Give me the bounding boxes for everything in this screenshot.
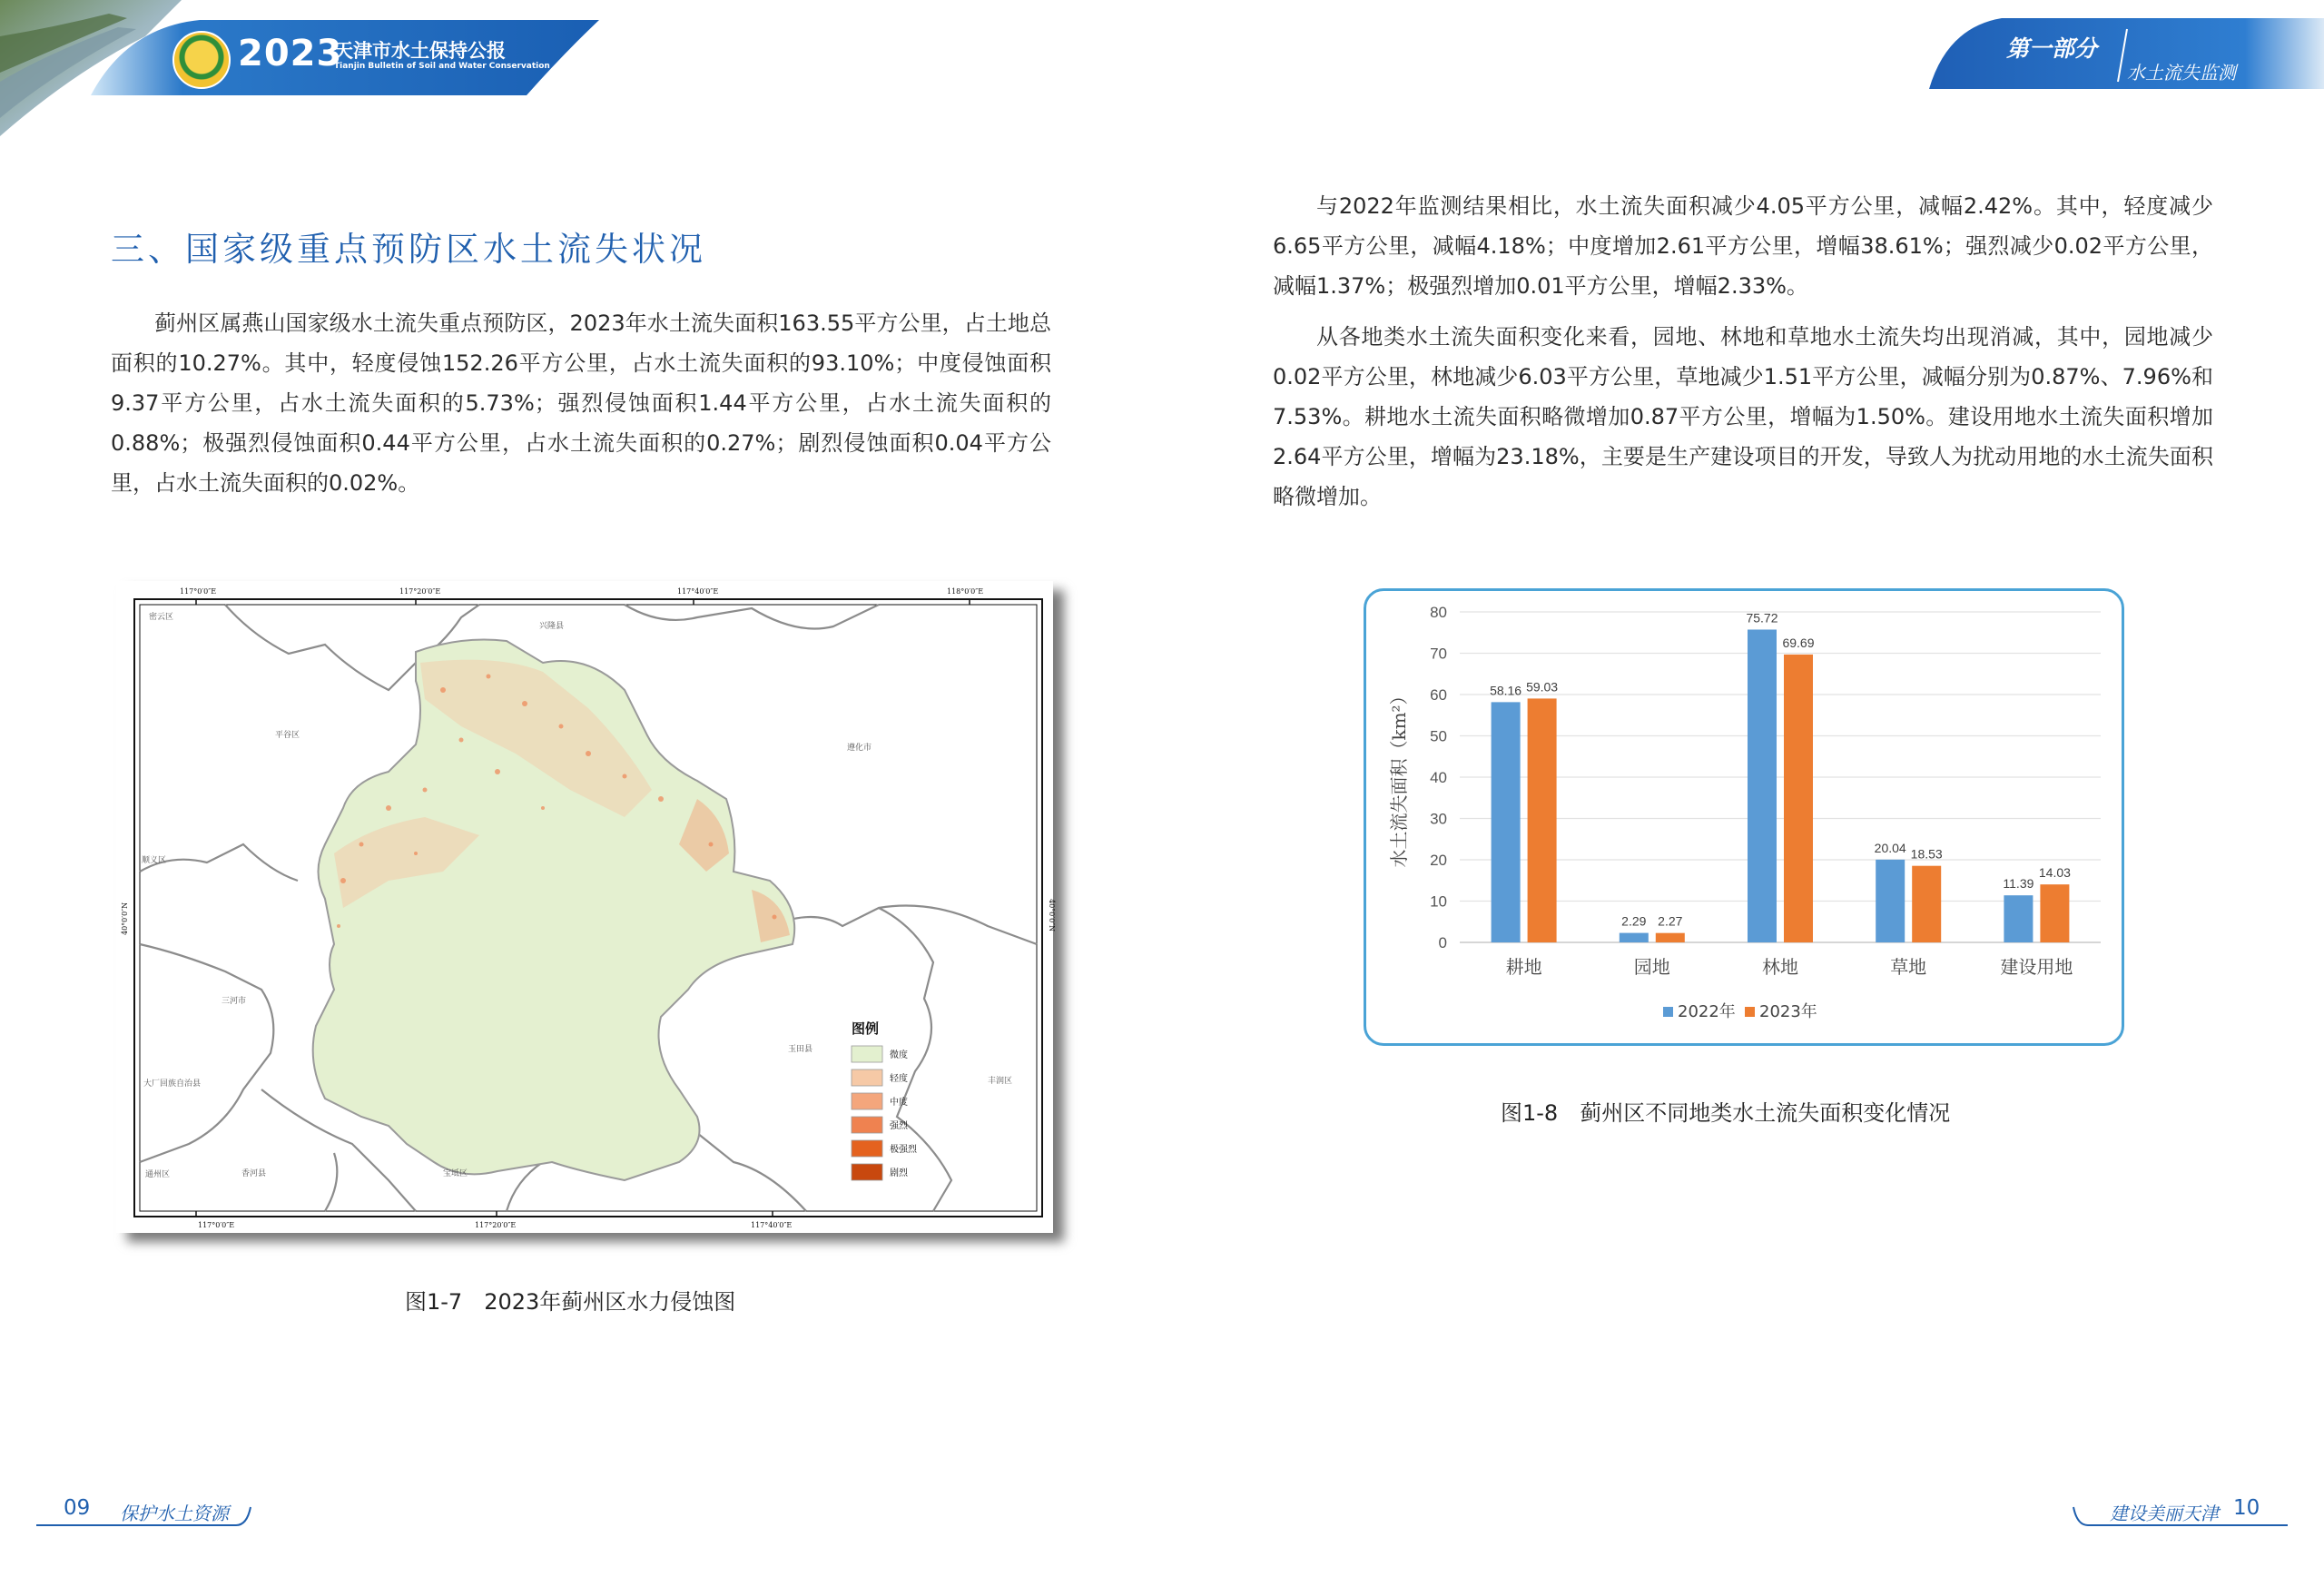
- bar-2023年-林地: [1784, 655, 1813, 942]
- y-tick-label: 10: [1430, 892, 1447, 911]
- legend-label: 2022年: [1678, 1002, 1736, 1021]
- y-tick-label: 30: [1430, 810, 1447, 828]
- bar-value-label: 20.04: [1874, 840, 1906, 855]
- place-label: 玉田县: [788, 1045, 813, 1054]
- place-label: 遵化市: [847, 744, 872, 753]
- bar-2023年-草地: [1912, 866, 1941, 942]
- bar-value-label: 59.03: [1526, 679, 1559, 695]
- place-label: 通州区: [145, 1170, 171, 1179]
- bar-2022年-草地: [1876, 860, 1905, 942]
- legend-swatch: [1745, 1007, 1755, 1017]
- map-tick-label: 117°0′0″E: [198, 1221, 235, 1229]
- legend-swatch: [852, 1069, 882, 1086]
- legend-label: 极强烈: [890, 1145, 917, 1155]
- map-tick-label: 117°40′0″E: [751, 1221, 793, 1229]
- legend-label: 剧烈: [890, 1168, 908, 1178]
- y-tick-label: 60: [1430, 686, 1447, 704]
- bar-value-label: 14.03: [2038, 865, 2071, 881]
- place-label: 顺义区: [142, 856, 167, 865]
- figure-caption: 图1-7 2023年蓟州区水力侵蚀图: [405, 1289, 736, 1315]
- category-label: 建设用地: [2000, 956, 2073, 978]
- map-lat-label: 40°0′0″N: [1048, 899, 1056, 932]
- header-title-en: Tianjin Bulletin of Soil and Water Conservation: [334, 62, 550, 71]
- part-title: 第一部分: [2006, 35, 2098, 62]
- place-label: 三河市: [222, 997, 247, 1006]
- legend-label: 2023年: [1759, 1002, 1817, 1021]
- map-tick-label: 118°0′0″E: [947, 587, 984, 596]
- place-label: 宝坻区: [443, 1169, 468, 1178]
- bar-2022年-建设用地: [2004, 895, 2033, 942]
- bar-2022年-耕地: [1492, 702, 1521, 942]
- bar-value-label: 18.53: [1910, 846, 1943, 862]
- footer-slogan-right: 建设美丽天津: [2110, 1503, 2219, 1524]
- body-paragraph: 与2022年监测结果相比，水土流失面积减少4.05平方公里，减幅2.42%。其中，轻度减少6.65平方公里，减幅4.18%；中度增加2.61平方公里，增幅38.61%；强烈减少0.02平方公里，减幅1.37%；极强烈增加0.01平方公里，增幅2.33%。: [1273, 193, 2213, 299]
- bar-value-label: 2.27: [1658, 913, 1683, 929]
- legend-swatch: [852, 1140, 882, 1157]
- legend-swatch: [852, 1117, 882, 1133]
- place-label: 香河县: [241, 1169, 267, 1178]
- legend-swatch: [852, 1093, 882, 1109]
- bar-value-label: 11.39: [2003, 876, 2034, 892]
- category-label: 林地: [1762, 956, 1798, 978]
- legend-label: 强烈: [890, 1121, 908, 1131]
- page-number-right: 10: [2233, 1496, 2260, 1520]
- erosion-bar-chart: [1364, 588, 2119, 1040]
- bar-2023年-耕地: [1528, 698, 1557, 942]
- legend-label: 轻度: [890, 1074, 908, 1084]
- map-tick-label: 117°20′0″E: [475, 1221, 517, 1229]
- bar-value-label: 2.29: [1621, 913, 1647, 929]
- map-tick-label: 117°40′0″E: [677, 587, 719, 596]
- bar-2023年-建设用地: [2040, 884, 2069, 942]
- figure-caption: 图1-8 蓟州区不同地类水土流失面积变化情况: [1501, 1100, 1951, 1126]
- section-heading: 三、国家级重点预防区水土流失状况: [111, 230, 706, 269]
- bar-2023年-园地: [1656, 933, 1685, 942]
- legend-swatch: [852, 1164, 882, 1180]
- footer-slogan-left: 保护水土资源: [120, 1503, 229, 1524]
- bar-2022年-园地: [1620, 933, 1649, 942]
- legend-swatch: [1663, 1007, 1673, 1017]
- footer-lines: [0, 1480, 2324, 1534]
- body-paragraph: 蓟州区属燕山国家级水土流失重点预防区，2023年水土流失面积163.55平方公里，占土地总面积的10.27%。其中，轻度侵蚀152.26平方公里，占水土流失面积的93.10%；中度侵蚀面积9.37平方公里，占水土流失面积的5.73%；强烈侵蚀面积1.44平方公里，占水土流失面积的0.88%；极强烈侵蚀面积0.44平方公里，占水土流失面积的0.27%；剧烈侵蚀面积0.04平方公里，占水土流失面积的0.02%。: [111, 310, 1051, 496]
- y-tick-label: 50: [1430, 727, 1447, 745]
- bar-value-label: 75.72: [1746, 610, 1778, 626]
- y-tick-label: 0: [1438, 934, 1447, 951]
- bar-value-label: 69.69: [1782, 635, 1815, 650]
- erosion-map: [116, 581, 1056, 1233]
- map-tick-label: 117°0′0″E: [180, 587, 217, 596]
- page-number-left: 09: [64, 1496, 91, 1520]
- header-year: 2023: [238, 33, 343, 74]
- y-tick-label: 40: [1430, 769, 1447, 786]
- place-label: 平谷区: [275, 731, 300, 740]
- bar-value-label: 58.16: [1490, 683, 1522, 698]
- place-label: 丰润区: [988, 1077, 1013, 1086]
- place-label: 大厂回族自治县: [143, 1079, 202, 1089]
- y-tick-label: 20: [1430, 852, 1447, 869]
- map-tick-label: 117°20′0″E: [399, 587, 441, 596]
- category-label: 耕地: [1505, 956, 1542, 978]
- legend-title: 图例: [852, 1020, 880, 1037]
- map-lat-label: 40°0′0″N: [121, 902, 129, 935]
- part-subtitle: 水土流失监测: [2127, 62, 2236, 84]
- legend-label: 中度: [890, 1098, 908, 1108]
- y-tick-label: 70: [1430, 645, 1447, 663]
- legend-swatch: [852, 1046, 882, 1062]
- y-axis-label: 水土流失面积（km²）: [1388, 686, 1410, 868]
- place-label: 密云区: [149, 613, 174, 622]
- bulletin-logo: [172, 31, 231, 89]
- bar-2022年-林地: [1748, 629, 1777, 942]
- place-label: 兴隆县: [539, 622, 565, 631]
- category-label: 草地: [1890, 956, 1927, 978]
- header-title: 天津市水土保持公报: [334, 40, 506, 62]
- category-label: 园地: [1633, 956, 1670, 978]
- legend-label: 微度: [890, 1050, 908, 1060]
- y-tick-label: 80: [1430, 604, 1447, 621]
- body-paragraph: 从各地类水土流失面积变化来看，园地、林地和草地水土流失均出现消减，其中，园地减少0.02平方公里，林地减少6.03平方公里，草地减少1.51平方公里，减幅分别为0.87%、7.96%和7.53%。耕地水土流失面积略微增加0.87平方公里，增幅为1.50%。建设用地水土流失面积增加2.64平方公里，增幅为23.18%，主要是生产建设项目的开发，导致人为扰动用地的水土流失面积略微增加。: [1273, 324, 2213, 509]
